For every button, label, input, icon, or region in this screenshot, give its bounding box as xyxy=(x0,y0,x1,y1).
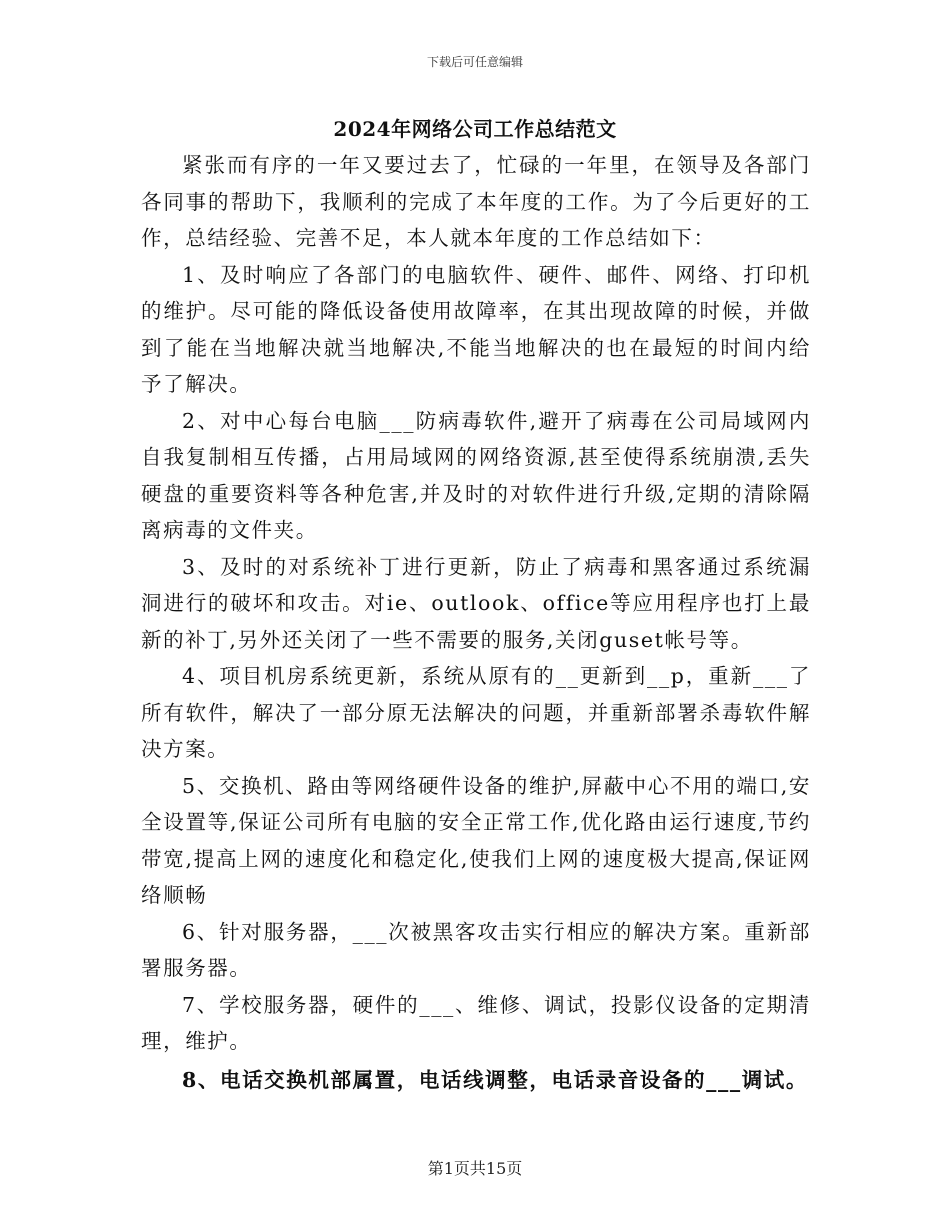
intro-paragraph: 紧张而有序的一年又要过去了，忙碌的一年里，在领导及各部门各同事的帮助下，我顺利的完成了本年度的工作。为了今后更好的工作，总结经验、完善不足，本人就本年度的工作总结如下： xyxy=(141,153,811,250)
header-note: 下载后可任意编辑 xyxy=(426,55,523,69)
list-item-6: 6、针对服务器，___次被黑客攻击实行相应的解决方案。重新部署服务器。 xyxy=(141,919,811,980)
document-title: 2024年网络公司工作总结范文 xyxy=(333,117,617,141)
list-item-4: 4、项目机房系统更新，系统从原有的__更新到__p，重新___了所有软件，解决了一部分原无法解决的问题，并重新部署杀毒软件解决方案。 xyxy=(141,664,811,761)
document-body xyxy=(141,147,811,1098)
page-number: 第1页共15页 xyxy=(427,1159,523,1178)
list-item-1: 1、及时响应了各部门的电脑软件、硬件、邮件、网络、打印机的维护。尽可能的降低设备使用故障率，在其出现故障的时候，并做到了能在当地解决就当地解决,不能当地解决的也在最短的时间内给予了解决。 xyxy=(141,262,811,396)
list-item-5: 5、交换机、路由等网络硬件设备的维护,屏蔽中心不用的端口,安全设置等,保证公司所有电脑的安全正常工作,优化路由运行速度,节约带宽,提高上网的速度化和稳定化,使我们上网的速度极大提高,保证网络顺畅 xyxy=(141,773,811,907)
list-item-2: 2、对中心每台电脑___防病毒软件,避开了病毒在公司局域网内自我复制相互传播，占用局域网的网络资源,甚至使得系统崩溃,丢失硬盘的重要资料等各种危害,并及时的对软件进行升级,定期的清除隔离病毒的文件夹。 xyxy=(141,408,811,542)
list-item-8: 8、电话交换机部属置，电话线调整，电话录音设备的___调试。 xyxy=(182,1067,809,1092)
list-item-7: 7、学校服务器，硬件的___、维修、调试，投影仪设备的定期清理，维护。 xyxy=(141,992,811,1053)
list-item-3: 3、及时的对系统补丁进行更新，防止了病毒和黑客通过系统漏洞进行的破坏和攻击。对ie、outlook、office等应用程序也打上最新的补丁,另外还关闭了一些不需要的服务,关闭guset帐号等。 xyxy=(141,554,811,652)
